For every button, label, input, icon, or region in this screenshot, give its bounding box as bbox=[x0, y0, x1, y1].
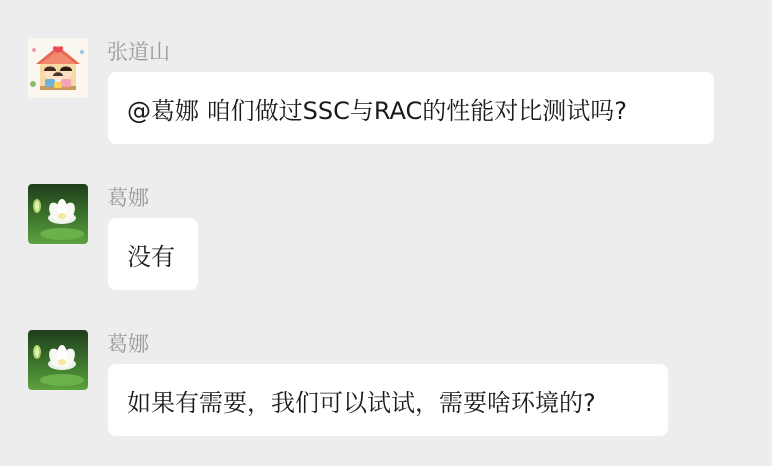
message-text: @葛娜 咱们做过SSC与RAC的性能对比测试吗? bbox=[127, 96, 628, 125]
message-text: 如果有需要，我们可以试试，需要啥环境的? bbox=[127, 388, 596, 417]
message-bubble[interactable] bbox=[108, 218, 198, 290]
sender-name: 张道山 bbox=[107, 40, 170, 64]
lotus-flower-avatar-icon bbox=[28, 184, 88, 244]
sender-name: 葛娜 bbox=[107, 332, 149, 356]
lotus-flower-avatar-icon bbox=[28, 330, 88, 390]
message-bubble[interactable] bbox=[108, 72, 714, 144]
avatar[interactable] bbox=[28, 330, 88, 390]
house-family-avatar-icon bbox=[28, 38, 88, 98]
message-text: 没有 bbox=[127, 242, 175, 271]
avatar[interactable] bbox=[28, 38, 88, 98]
message-bubble[interactable] bbox=[108, 364, 668, 436]
sender-name: 葛娜 bbox=[107, 186, 149, 210]
avatar[interactable] bbox=[28, 184, 88, 244]
